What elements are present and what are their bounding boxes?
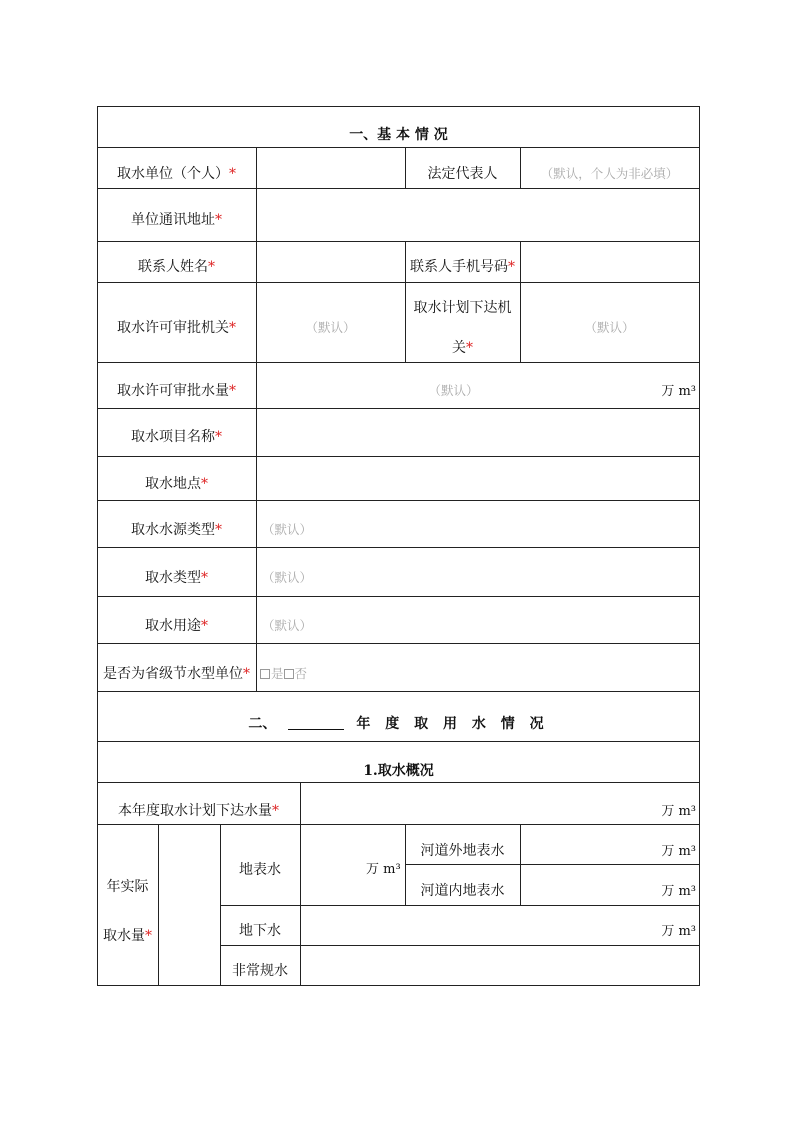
required-mark: *: [215, 522, 222, 538]
permit-authority-label: 取水许可审批机关: [117, 320, 229, 336]
required-mark: *: [208, 259, 215, 275]
intake-type-label-wrap: [97, 570, 256, 586]
required-mark: *: [145, 928, 152, 944]
required-mark: *: [201, 570, 208, 586]
section2-title: [97, 716, 700, 732]
permit-volume-placeholder: （默认）: [428, 383, 479, 398]
contact-phone-label: 联系人手机号码: [410, 259, 508, 275]
required-mark: *: [215, 212, 222, 228]
row-divider: [97, 691, 700, 692]
required-mark: *: [201, 476, 208, 492]
required-mark: *: [215, 429, 222, 445]
surface-water-label: 地表水: [239, 862, 281, 878]
required-mark: *: [229, 166, 236, 182]
col-divider: [158, 824, 159, 985]
plan-volume-label-wrap: [97, 803, 300, 819]
required-mark: *: [201, 618, 208, 634]
plan-authority-label-line1: 取水计划下达机: [413, 300, 512, 316]
plan-volume-unit: 万 m³: [661, 804, 696, 819]
required-mark: *: [272, 803, 279, 819]
required-mark: *: [243, 666, 250, 682]
checkbox-no[interactable]: [284, 669, 294, 679]
location-field[interactable]: [257, 457, 699, 500]
source-type-label: 取水水源类型: [131, 522, 215, 538]
water-saving-label-wrap: [97, 666, 256, 682]
location-label: 取水地点: [145, 476, 201, 492]
plan-authority-label-line2-wrap: [405, 340, 520, 356]
source-type-select[interactable]: [257, 501, 699, 547]
intake-type-select[interactable]: [257, 548, 699, 596]
col-divider: [220, 824, 221, 985]
table-border-top: [97, 106, 700, 107]
contact-name-field[interactable]: [257, 242, 405, 282]
groundwater-label: 地下水: [239, 923, 281, 939]
usage-placeholder: （默认）: [262, 618, 313, 633]
table-border-right: [699, 106, 700, 986]
permit-volume-label: 取水许可审批水量: [117, 383, 229, 399]
source-type-placeholder: （默认）: [262, 522, 313, 537]
location-label-wrap: [97, 476, 256, 492]
legal-rep-label: 法定代表人: [427, 166, 498, 182]
contact-phone-field[interactable]: [521, 242, 699, 282]
unit-name-field[interactable]: [257, 148, 405, 188]
plan-authority-placeholder: （默认）: [584, 320, 635, 335]
plan-volume-field[interactable]: [301, 783, 699, 824]
address-label: 单位通讯地址: [131, 212, 215, 228]
contact-phone-label-wrap: [405, 259, 520, 275]
groundwater-field[interactable]: [301, 906, 699, 945]
instream-unit: 万 m³: [661, 884, 696, 899]
usage-select[interactable]: [257, 597, 699, 643]
address-field[interactable]: [257, 189, 699, 241]
contact-name-label-wrap: [97, 259, 256, 275]
project-name-label-wrap: [97, 429, 256, 445]
project-name-label: 取水项目名称: [131, 429, 215, 445]
instream-label: 河道内地表水: [420, 883, 505, 899]
permit-volume-unit: 万 m³: [661, 384, 696, 399]
address-label-wrap: [97, 212, 256, 228]
permit-volume-label-wrap: [97, 383, 256, 399]
source-type-label-wrap: [97, 522, 256, 538]
actual-label-line1: 年实际: [106, 879, 149, 895]
section2-title-suffix: 年 度 取 用 水 情 况: [356, 716, 549, 732]
required-mark: *: [466, 340, 473, 356]
usage-label: 取水用途: [145, 618, 201, 634]
required-mark: *: [508, 259, 515, 275]
table-border-bottom: [97, 985, 700, 986]
water-saving-label: 是否为省级节水型单位: [103, 666, 243, 682]
unit-name-label-wrap: [97, 166, 256, 182]
project-name-field[interactable]: [257, 409, 699, 456]
section2-title-prefix: 二、: [248, 716, 277, 732]
intake-type-placeholder: （默认）: [262, 570, 313, 585]
option-yes-label: 是: [271, 666, 284, 681]
legal-rep-placeholder: （默认，个人为非必填）: [540, 166, 679, 181]
unconventional-field[interactable]: [301, 946, 699, 985]
water-saving-options: [260, 666, 307, 682]
table-border-left: [97, 106, 98, 986]
subsection-title: 1.取水概况: [363, 763, 434, 779]
intake-type-label: 取水类型: [145, 570, 201, 586]
contact-name-label: 联系人姓名: [138, 259, 208, 275]
actual-label-line2-wrap: [97, 928, 158, 944]
actual-label-line2: 取水量: [103, 928, 145, 944]
surface-water-unit: 万 m³: [366, 862, 401, 877]
row-divider: [97, 643, 700, 644]
checkbox-yes[interactable]: [260, 669, 270, 679]
required-mark: *: [229, 320, 236, 336]
plan-volume-label: 本年度取水计划下达水量: [118, 803, 272, 819]
unconventional-label: 非常规水: [232, 963, 288, 979]
offstream-label: 河道外地表水: [420, 843, 505, 859]
year-blank-field[interactable]: [288, 717, 344, 730]
unit-name-label: 取水单位（个人）: [117, 166, 229, 182]
option-no-label: 否: [294, 666, 308, 681]
required-mark: *: [229, 383, 236, 399]
plan-authority-label-line2: 关: [452, 340, 466, 356]
permit-authority-placeholder: （默认）: [305, 320, 356, 335]
section1-title: 一、基 本 情 况: [349, 127, 448, 143]
row-divider: [97, 741, 700, 742]
groundwater-unit: 万 m³: [661, 924, 696, 939]
usage-label-wrap: [97, 618, 256, 634]
offstream-unit: 万 m³: [661, 844, 696, 859]
permit-authority-label-wrap: [97, 320, 256, 336]
